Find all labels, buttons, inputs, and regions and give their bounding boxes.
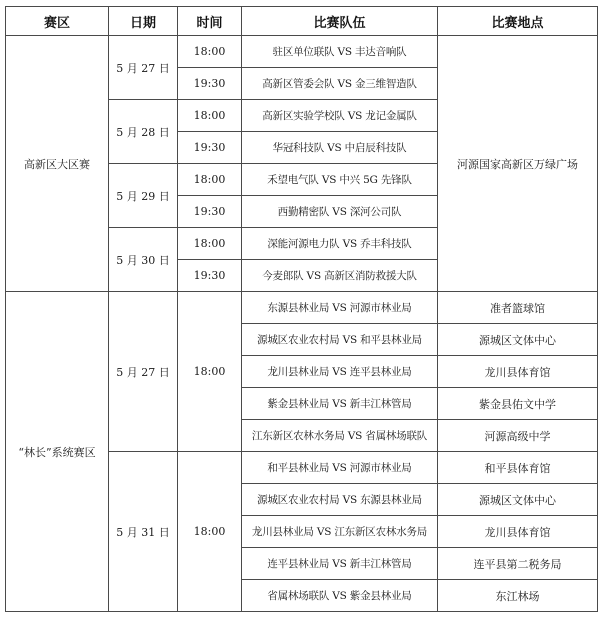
schedule-table <box>5 6 598 612</box>
region-cell: “林长”系统赛区 <box>6 292 109 612</box>
region-cell: 高新区大区赛 <box>6 36 109 292</box>
match-cell: 紫金县林业局 VS 新丰江林管局 <box>242 388 438 420</box>
match-cell: 深能河源电力队 VS 乔丰科技队 <box>242 228 438 260</box>
header-region: 赛区 <box>6 7 109 36</box>
time-cell: 19:30 <box>178 68 242 100</box>
schedule-sheet <box>5 6 598 612</box>
match-cell: 驻区单位联队 VS 丰达音响队 <box>242 36 438 68</box>
venue-cell: 紫金县佑文中学 <box>438 388 598 420</box>
match-cell: 源城区农业农村局 VS 和平县林业局 <box>242 324 438 356</box>
table-header-row <box>6 7 598 36</box>
match-cell: 高新区管委会队 VS 金三维智造队 <box>242 68 438 100</box>
match-cell: 禾望电气队 VS 中兴 5G 先锋队 <box>242 164 438 196</box>
time-cell: 18:00 <box>178 452 242 612</box>
venue-cell: 东江林场 <box>438 580 598 612</box>
header-venue: 比赛地点 <box>438 7 598 36</box>
match-cell: 高新区实验学校队 VS 龙记金属队 <box>242 100 438 132</box>
date-cell: 5 月 27 日 <box>109 36 178 100</box>
time-cell: 18:00 <box>178 228 242 260</box>
time-cell: 18:00 <box>178 164 242 196</box>
match-cell: 源城区农业农村局 VS 东源县林业局 <box>242 484 438 516</box>
match-cell: 东源县林业局 VS 河源市林业局 <box>242 292 438 324</box>
venue-cell: 河源高级中学 <box>438 420 598 452</box>
venue-cell: 源城区文体中心 <box>438 324 598 356</box>
table-row <box>6 292 598 324</box>
match-cell: 省属林场联队 VS 紫金县林业局 <box>242 580 438 612</box>
time-cell: 19:30 <box>178 132 242 164</box>
match-cell: 华冠科技队 VS 中启辰科技队 <box>242 132 438 164</box>
match-cell: 龙川县林业局 VS 江东新区农林水务局 <box>242 516 438 548</box>
match-cell: 西勤精密队 VS 深河公司队 <box>242 196 438 228</box>
venue-cell: 龙川县体育馆 <box>438 516 598 548</box>
venue-cell: 龙川县体育馆 <box>438 356 598 388</box>
time-cell: 19:30 <box>178 260 242 292</box>
venue-cell: 和平县体育馆 <box>438 452 598 484</box>
time-cell: 18:00 <box>178 292 242 452</box>
venue-cell: 准者篮球馆 <box>438 292 598 324</box>
date-cell: 5 月 27 日 <box>109 292 178 452</box>
table-row <box>6 36 598 68</box>
header-date: 日期 <box>109 7 178 36</box>
date-cell: 5 月 31 日 <box>109 452 178 612</box>
match-cell: 今麦郎队 VS 高新区消防救援大队 <box>242 260 438 292</box>
match-cell: 龙川县林业局 VS 连平县林业局 <box>242 356 438 388</box>
header-time: 时间 <box>178 7 242 36</box>
venue-cell: 河源国家高新区万绿广场 <box>438 36 598 292</box>
match-cell: 和平县林业局 VS 河源市林业局 <box>242 452 438 484</box>
match-cell: 江东新区农林水务局 VS 省属林场联队 <box>242 420 438 452</box>
venue-cell: 连平县第二税务局 <box>438 548 598 580</box>
match-cell: 连平县林业局 VS 新丰江林管局 <box>242 548 438 580</box>
time-cell: 19:30 <box>178 196 242 228</box>
time-cell: 18:00 <box>178 36 242 68</box>
header-teams: 比赛队伍 <box>242 7 438 36</box>
time-cell: 18:00 <box>178 100 242 132</box>
venue-cell: 源城区文体中心 <box>438 484 598 516</box>
date-cell: 5 月 29 日 <box>109 164 178 228</box>
date-cell: 5 月 30 日 <box>109 228 178 292</box>
date-cell: 5 月 28 日 <box>109 100 178 164</box>
